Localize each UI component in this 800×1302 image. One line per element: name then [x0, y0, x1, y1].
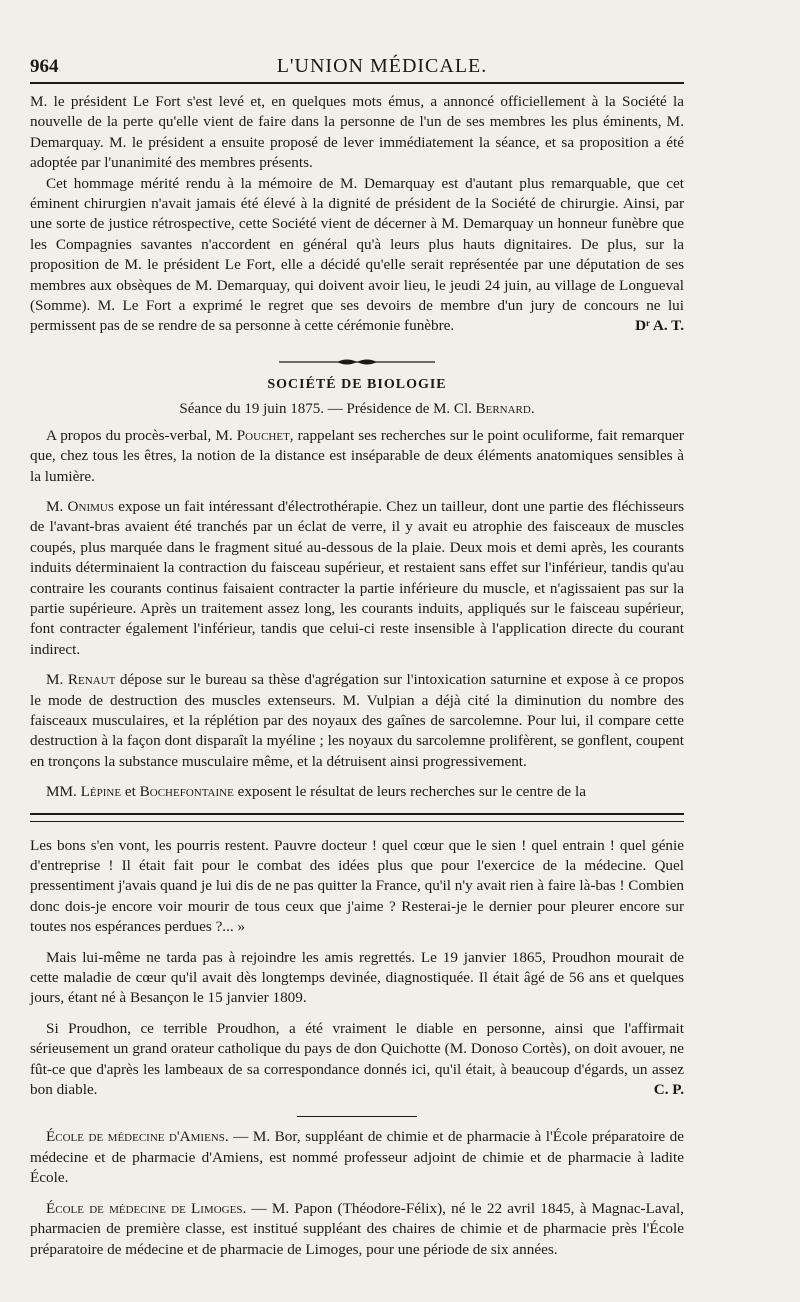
session-president: Bernard — [475, 401, 531, 418]
bio-lead: A propos du procès-verbal, M. — [46, 426, 237, 444]
bio-lead: M. — [46, 671, 68, 689]
header-rule — [30, 82, 684, 84]
biology-paragraph-1 — [30, 426, 684, 487]
top-signature: Dʳ A. T. — [635, 317, 684, 335]
feuilleton-paragraph-3-text: Si Proudhon, ce terrible Proudhon, a été vraiment le diable en personne, ainsi que l'affirmait sérieusement un grand orateur catholique du pays de don Quichotte (M. Donoso Cortès), on doit avouer, ne fût-ce que d'après les lambeaux de sa correspondance donnés ici, qu'il était, à beaucoup d'égards, un assez bon diable. — [30, 1019, 684, 1099]
bio-mid: et — [121, 783, 140, 801]
ornament-divider — [277, 357, 437, 367]
news-heading: École de médecine d'Amiens. — [46, 1128, 229, 1146]
bio-speaker: Pouchet — [236, 426, 290, 444]
news-text: — M. Papon (Théodore-Félix), né le 22 avril 1845, à Magnac-Laval, pharmacien de première classe, est institué suppléant des chaires de chimie et de pharmacie près l'École préparatoire de médecine et de pharmacie de Limoges, pour une période de six années. — [30, 1199, 684, 1258]
page-number: 964 — [30, 56, 59, 77]
bio-speaker: Renaut — [67, 671, 116, 689]
bio-speaker: Onimus — [67, 497, 114, 515]
top-paragraph-1: M. le président Le Fort s'est levé et, en quelques mots émus, a annoncé officiellement à la Société la nouvelle de la perte qu'elle vient de faire dans la personne de l'un de ses membres les plus éminents, M. Demarquay. M. le président a ensuite proposé de lever immédiatement la séance, et sa proposition a été adoptée par l'unanimité des membres présents. — [30, 93, 684, 172]
running-title: L'UNION MÉDICALE. — [276, 55, 488, 77]
top-paragraph-2 — [30, 174, 684, 337]
session-suffix: . — [530, 401, 535, 418]
page-header — [30, 48, 684, 78]
bio-speaker-2: Bochefontaine — [139, 783, 234, 801]
news-separator — [297, 1116, 417, 1117]
biology-paragraph-3 — [30, 670, 684, 772]
session-line — [30, 399, 684, 419]
news-item-limoges — [30, 1199, 684, 1260]
bio-text: expose un fait intéressant d'électrothérapie. Chez un tailleur, dont une partie des fléchisseurs de l'avant-bras avaient été tranchés par un éclat de verre, il y avait eu atrophie des faisceaux de muscles coupés, plus marquée dans le fragment situé au-dessous de la plaie. Deux mois et demi après, les courants induits déterminaient la contraction du faisceau supérieur, et restaient sans effet sur l'inférieur, tandis qu'au contraire les courants continus faisaient contracter la partie inférieure du muscle, et n'agissaient pas sur la partie supérieure. Après un traitement assez long, les courants induits, appliqués sur le faisceau supérieur, font contracter également l'inférieur, tandis que celui-ci reste insensible à l'application directe du courant indirect. — [30, 497, 684, 658]
feuilleton-paragraph-1: Les bons s'en vont, les pourris restent. Pauvre docteur ! quel cœur que le sien ! quel entrain ! quel génie d'entreprise ! Il était fait pour le combat des idées plus que pour l'exercice de la médecine. Quel pressentiment j'avais quand je lui dis de ne pas quitter la France, qu'il n'y avait rien à faire là-bas ! Combien donc dois-je encore voir mourir de tous ceux que j'aime ? Resterai-je le dernier pour pleurer encore sur toutes nos espérances perdues ?... » — [30, 836, 684, 936]
bio-lead: MM. — [46, 783, 81, 801]
bio-text: , rappelant ses recherches sur le point oculiforme, fait remarquer que, chez tous les êtres, la notion de la distance est inséparable de deux éléments anatomiques sensibles à la lumière. — [30, 426, 684, 485]
feuilleton-paragraph-3 — [30, 1019, 684, 1101]
bio-text: exposent le résultat de leurs recherches sur le centre de la — [233, 783, 586, 801]
news-text: — M. Bor, suppléant de chimie et de pharmacie à l'École préparatoire de médecine et de pharmacie d'Amiens, est nommé professeur adjoint de chimie et de pharmacie à ladite École. — [30, 1128, 685, 1187]
biology-paragraph-4 — [30, 782, 684, 802]
news-heading: École de médecine de Limoges. — [46, 1199, 247, 1217]
bio-speaker: Lépine — [80, 783, 122, 801]
feuilleton-paragraph-2: Mais lui-même ne tarda pas à rejoindre les amis regrettés. Le 19 janvier 1865, Proudhon mourait de cette maladie de cœur qu'il avait dès longtemps devinée, diagnostiquée. Il était âgé de 56 ans et quelques jours, étant né à Besançon le 15 janvier 1809. — [30, 948, 684, 1007]
top-paragraph-2-text: Cet hommage mérité rendu à la mémoire de M. Demarquay est d'autant plus remarquable, que cet éminent chirurgien n'avait jamais été élevé à la dignité de président de la Société de chirurgie. Ainsi, par une sorte de justice rétrospective, cette Société vient de décerner à M. Demarquay un honneur funèbre que les Compagnies savantes n'accordent en général qu'à leurs plus hauts dignitaires. De plus, sur la proposition de M. le président Le Fort, elle a décidé qu'elle serait représentée par une députation de ses membres aux obsèques de M. Demarquay, qui doivent avoir lieu, le jeudi 24 juin, au village de Longueval (Somme). M. Le Fort a exprimé le regret que ses devoirs de membre d'un jury de concours ne lui permissent pas de se rendre de sa personne à cette cérémonie funèbre. — [30, 174, 684, 335]
feuilleton-signature: C. P. — [653, 1081, 684, 1099]
bio-text: dépose sur le bureau sa thèse d'agrégation sur l'intoxication saturnine et expose à ce propos le mode de destruction des muscles extenseurs. M. Vulpian a déjà cité la diminution du nombre des faisceaux musculaires, et la réplétion par des noyaux des gaînes de sarcolemne. Pour lui, il compare cette destruction à la façon dont disparaît la myéline ; les noyaux du sarcolemne prolifèrent, se gonflent, coupent en tronçons la substance musculaire même, et la détruisent ainsi progressivement. — [30, 671, 684, 770]
page-body — [30, 92, 684, 1260]
session-prefix: Séance du 19 juin 1875. — Présidence de M. Cl. — [179, 401, 476, 418]
biology-paragraph-2 — [30, 497, 684, 660]
bio-lead: M. — [46, 497, 68, 515]
section-title: SOCIÉTÉ DE BIOLOGIE — [267, 376, 447, 392]
news-item-amiens — [30, 1127, 684, 1188]
feuilleton-separator — [30, 813, 684, 822]
